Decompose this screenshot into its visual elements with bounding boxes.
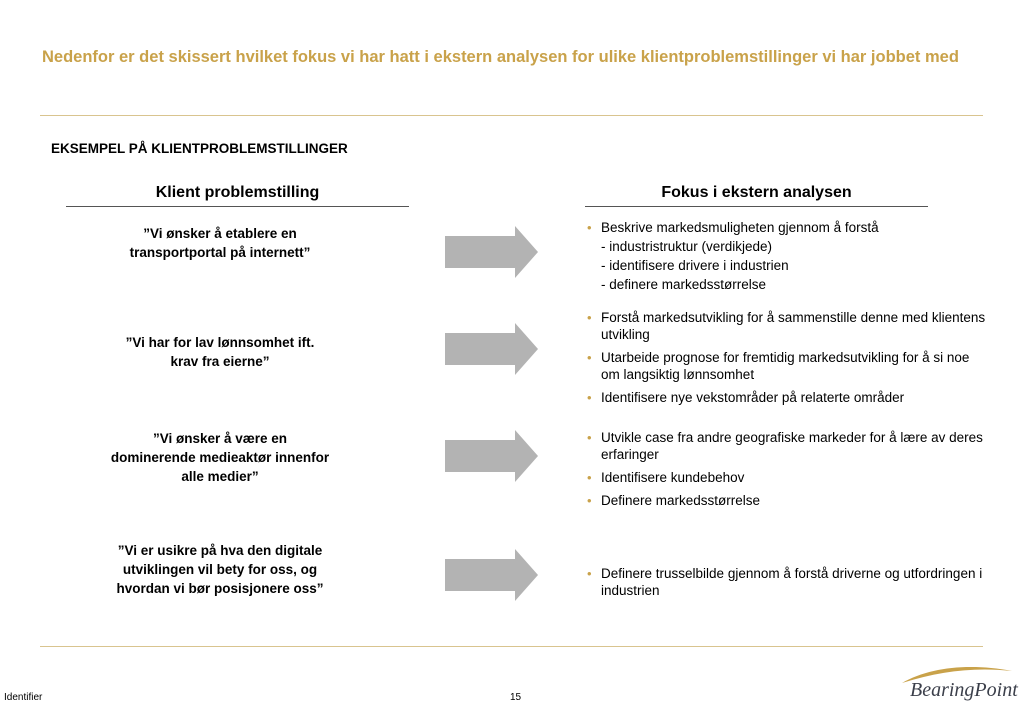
page-title: Nedenfor er det skissert hvilket fokus vi har hatt i ekstern analysen for ulike klientproblemstillinger vi har jobbet med [42,48,959,66]
focus-list-2 [587,309,987,412]
focus-item [587,492,987,509]
bottom-divider [40,646,983,647]
focus-list-3 [587,429,987,515]
arrow-right-icon [445,430,538,482]
focus-item [587,429,987,463]
top-divider [40,115,983,116]
left-column-underline [66,206,409,207]
focus-list-1 [587,219,987,299]
client-problem-1: ”Vi ønsker å etablere en transportportal på internett” [129,226,311,260]
focus-item-text: Definere trusselbilde gjennom å forstå driverne og utfordringen i industrien [601,566,983,598]
client-problem-4: ”Vi er usikre på hva den digitale utviklingen vil bety for oss, og hvordan vi bør posisjonere oss” [116,543,324,596]
bullet-icon: • [587,220,592,235]
arrow-right-icon [445,549,538,601]
bullet-icon: • [587,493,592,508]
focus-item [587,565,987,599]
focus-subitem: - definere markedsstørrelse [601,277,767,292]
bearingpoint-logo [870,663,1020,708]
focus-subitem: - identifisere drivere i industrien [601,258,789,273]
focus-item-text: Beskrive markedsmuligheten gjennom å forstå [601,220,879,235]
bullet-icon: • [587,566,592,581]
right-column-header: Fokus i ekstern analysen [661,184,852,201]
focus-item [587,389,987,406]
bullet-icon: • [587,310,592,325]
focus-item [587,349,987,383]
focus-item-text: Utarbeide prognose for fremtidig markedsutvikling for å si noe om langsiktig lønnsomhet [601,350,970,382]
left-column-header: Klient problemstilling [155,184,320,201]
client-problem-3: ”Vi ønsker å være en dominerende medieaktør innenfor alle medier” [110,431,330,484]
bullet-icon: • [587,430,592,445]
footer-identifier: Identifier [4,692,43,703]
focus-subitem: - industristruktur (verdikjede) [601,239,773,254]
focus-item-text: Identifisere nye vekstområder på relaterte områder [601,390,905,405]
focus-item-text: Definere markedsstørrelse [601,493,761,508]
section-label: EKSEMPEL PÅ KLIENTPROBLEMSTILLINGER [51,141,348,156]
page-number: 15 [510,692,522,703]
focus-item [587,219,987,293]
bullet-icon: • [587,390,592,405]
arrow-right-icon [445,323,538,375]
focus-list-4 [587,565,987,605]
client-problem-2: ”Vi har for lav lønnsomhet ift. krav fra eierne” [125,335,315,369]
arrow-right-icon [445,226,538,278]
focus-item-text: Identifisere kundebehov [601,470,745,485]
bullet-icon: • [587,470,592,485]
focus-item [587,469,987,486]
focus-item-text: Forstå markedsutvikling for å sammenstille denne med klientens utvikling [601,310,986,342]
focus-item [587,309,987,343]
logo-text: BearingPoint [910,679,1018,701]
right-column-underline [585,206,928,207]
bullet-icon: • [587,350,592,365]
focus-item-text: Utvikle case fra andre geografiske markeder for å lære av deres erfaringer [601,430,983,462]
